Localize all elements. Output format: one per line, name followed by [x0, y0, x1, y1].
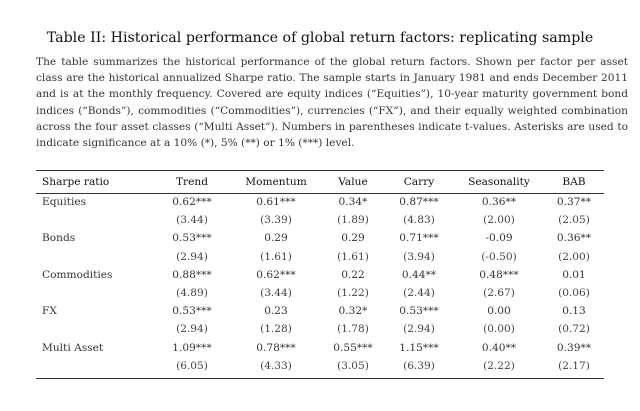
table-row	[36, 193, 604, 211]
row-label: FX	[42, 305, 57, 318]
sharpe-cell: 0.40**	[481, 341, 517, 354]
tvalue-cell: (1.61)	[260, 250, 292, 263]
sharpe-cell: 0.78***	[256, 341, 296, 354]
sharpe-cell: 0.61***	[256, 196, 296, 209]
sharpe-cell: 0.53***	[399, 305, 439, 318]
tvalue-cell: (3.39)	[260, 214, 292, 227]
row-label-empty	[36, 284, 154, 302]
row-label: Commodities	[42, 268, 113, 281]
tvalue-cell: (3.44)	[176, 214, 208, 227]
sharpe-cell: 0.71***	[399, 232, 439, 245]
table-bottom-rule	[36, 378, 604, 379]
tvalue-cell: (1.89)	[337, 214, 369, 227]
table-row-tvalues	[36, 248, 604, 266]
row-label-empty	[36, 211, 154, 229]
tvalue-cell: (2.94)	[176, 323, 208, 336]
tvalue-cell: (0.06)	[558, 287, 590, 300]
tvalue-cell: (0.72)	[558, 323, 590, 336]
sharpe-cell: 1.09***	[172, 341, 212, 354]
tvalue-cell: (2.17)	[558, 359, 590, 372]
tvalue-cell: (4.33)	[260, 359, 292, 372]
row-label: Equities	[42, 196, 87, 209]
sharpe-cell: 0.01	[562, 268, 586, 281]
table-row	[36, 302, 604, 320]
table-row-tvalues	[36, 357, 604, 375]
sharpe-cell: 0.44**	[401, 268, 437, 281]
row-label: Multi Asset	[42, 341, 104, 354]
column-header: BAB	[562, 175, 586, 188]
sharpe-cell: 0.13	[562, 305, 586, 318]
tvalue-cell: (2.94)	[403, 323, 435, 336]
tvalue-cell: (2.94)	[176, 250, 208, 263]
table-body	[36, 193, 604, 375]
column-header: Carry	[403, 175, 435, 188]
tvalue-cell: (4.83)	[403, 214, 435, 227]
sharpe-cell: 0.29	[264, 232, 288, 245]
column-header: Seasonality	[468, 175, 530, 188]
sharpe-cell: 0.34*	[338, 196, 368, 209]
tvalue-cell: (3.05)	[337, 359, 369, 372]
tvalue-cell: (2.44)	[403, 287, 435, 300]
sharpe-cell: 0.00	[487, 305, 511, 318]
sharpe-cell: 0.22	[341, 268, 365, 281]
tvalue-cell: (6.39)	[403, 359, 435, 372]
sharpe-cell: 0.36**	[556, 232, 592, 245]
row-label: Bonds	[42, 232, 76, 245]
table-row	[36, 339, 604, 357]
sharpe-cell: 0.62***	[256, 268, 296, 281]
column-header: Value	[338, 175, 368, 188]
sharpe-cell: 0.53***	[172, 232, 212, 245]
sharpe-cell: 0.29	[341, 232, 365, 245]
sharpe-cell: 0.36**	[481, 196, 517, 209]
table-row-tvalues	[36, 320, 604, 338]
sharpe-cell: -0.09	[485, 232, 513, 245]
tvalue-cell: (1.78)	[337, 323, 369, 336]
tvalue-cell: (3.44)	[260, 287, 292, 300]
sharpe-cell: 0.48***	[479, 268, 519, 281]
tvalue-cell: (2.22)	[483, 359, 515, 372]
sharpe-cell: 0.39**	[556, 341, 592, 354]
table-row	[36, 266, 604, 284]
table-caption: The table summarizes the historical performance of the global return factors. Shown per factor per asset class are the historical annualized Sharpe ratio. The sample starts in January 1981 and ends December 2011 and is at the monthly frequency. Covered are equity indices (“Equities”), 10-year maturity government bond indices (“Bonds”), commodities (“Commodities”), currencies (“FX”), and their equally weighted combination across the four asset classes (“Multi Asset”). Numbers in parentheses indicate t-values. Asterisks are used to indicate significance at a 10% (*), 5% (**) or 1% (***) level.	[36, 56, 628, 150]
table-title: Table II: Historical performance of global return factors: replicating sample	[46, 30, 594, 46]
tvalue-cell: (-0.50)	[481, 250, 517, 263]
sharpe-cell: 0.88***	[172, 268, 212, 281]
row-label-empty	[36, 320, 154, 338]
tvalue-cell: (6.05)	[176, 359, 208, 372]
sharpe-cell: 0.62***	[172, 196, 212, 209]
table-header-row	[36, 170, 604, 193]
tvalue-cell: (2.67)	[483, 287, 515, 300]
column-header: Momentum	[245, 175, 307, 188]
tvalue-cell: (4.89)	[176, 287, 208, 300]
sharpe-cell: 0.32*	[338, 305, 368, 318]
tvalue-cell: (1.28)	[260, 323, 292, 336]
tvalue-cell: (0.00)	[483, 323, 515, 336]
sharpe-cell: 0.23	[264, 305, 288, 318]
row-label-empty	[36, 248, 154, 266]
table-row-tvalues	[36, 284, 604, 302]
column-header: Sharpe ratio	[42, 175, 110, 188]
sharpe-cell: 1.15***	[399, 341, 439, 354]
sharpe-cell: 0.87***	[399, 196, 439, 209]
column-header: Trend	[175, 175, 208, 188]
tvalue-cell: (2.00)	[558, 250, 590, 263]
tvalue-cell: (2.00)	[483, 214, 515, 227]
tvalue-cell: (1.22)	[337, 287, 369, 300]
results-table	[36, 170, 604, 375]
sharpe-cell: 0.53***	[172, 305, 212, 318]
table-row-tvalues	[36, 211, 604, 229]
table-row	[36, 229, 604, 247]
tvalue-cell: (3.94)	[403, 250, 435, 263]
sharpe-cell: 0.37**	[556, 196, 592, 209]
row-label-empty	[36, 357, 154, 375]
tvalue-cell: (1.61)	[337, 250, 369, 263]
tvalue-cell: (2.05)	[558, 214, 590, 227]
sharpe-cell: 0.55***	[333, 341, 373, 354]
